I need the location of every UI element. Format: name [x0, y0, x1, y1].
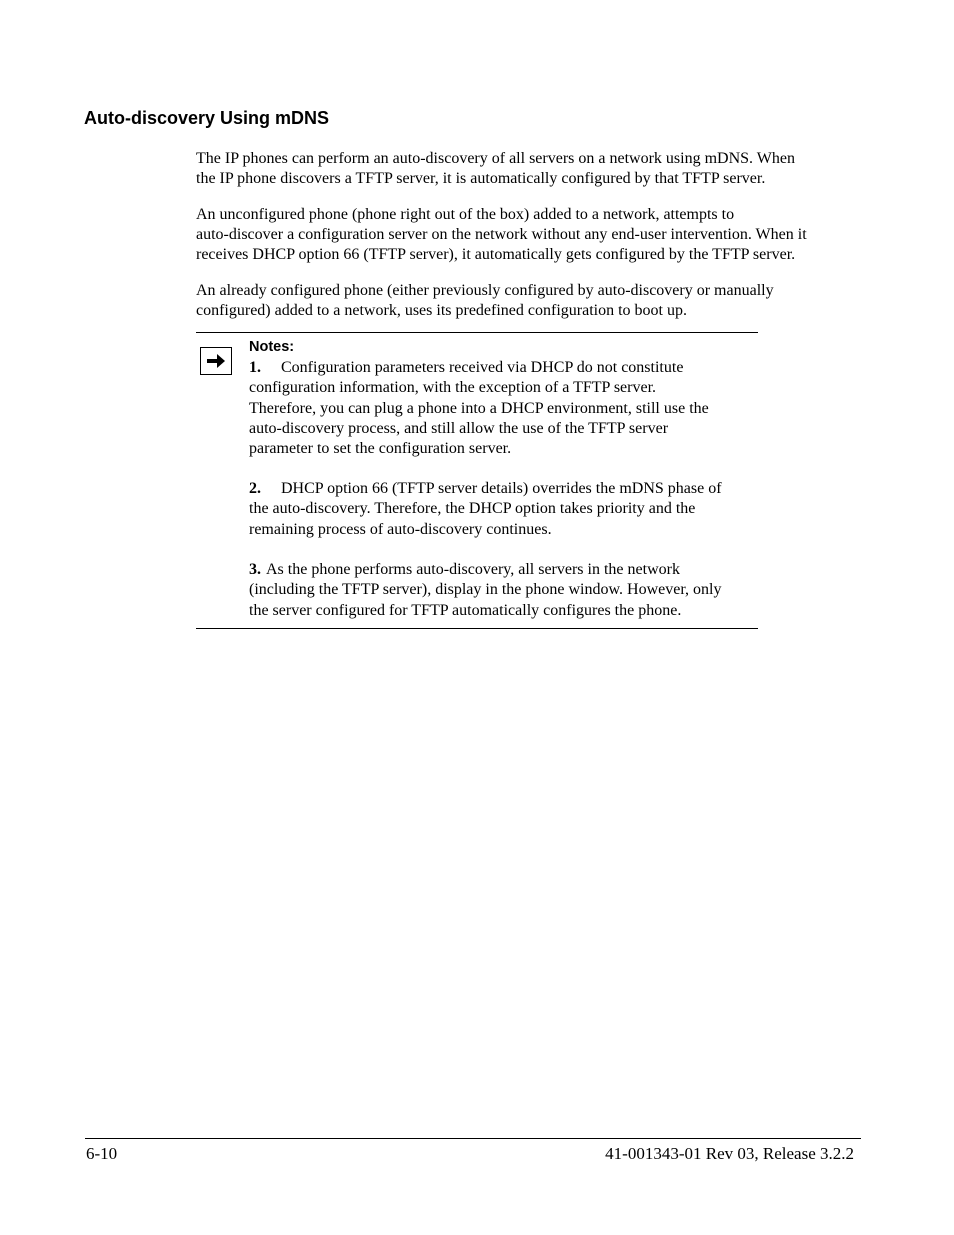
- paragraph-configured-phone: [196, 281, 858, 321]
- note-number: 3.: [249, 561, 261, 578]
- note-line: remaining process of auto-discovery continues.: [249, 520, 552, 538]
- note-line: the server configured for TFTP automatically configures the phone.: [249, 601, 682, 619]
- paragraph-line: auto-discover a configuration server on the network without any end-user intervention. When it: [196, 226, 807, 243]
- note-number: 2.: [249, 480, 261, 497]
- paragraph-line: The IP phones can perform an auto-discovery of all servers on a network using mDNS. When: [196, 150, 795, 167]
- note-line: Therefore, you can plug a phone into a DHCP environment, still use the: [249, 399, 709, 417]
- note-text: Configuration parameters received via DHCP do not constitute: [281, 359, 684, 376]
- note-text: DHCP option 66 (TFTP server details) overrides the mDNS phase of: [281, 480, 722, 497]
- notes-bottom-divider: [196, 628, 758, 629]
- note-line: (including the TFTP server), display in the phone window. However, only: [249, 581, 722, 599]
- paragraph-line: the IP phone discovers a TFTP server, it is automatically configured by that TFTP server.: [196, 170, 766, 187]
- note-line: configuration information, with the exception of a TFTP server.: [249, 379, 657, 397]
- note-line: the auto-discovery. Therefore, the DHCP option takes priority and the: [249, 500, 696, 518]
- note-item-2: [249, 479, 759, 540]
- note-item-1: [249, 358, 759, 459]
- note-line: [249, 560, 759, 580]
- footer-document-id: 41-001343-01 Rev 03, Release 3.2.2: [605, 1144, 854, 1163]
- paragraph-line: receives DHCP option 66 (TFTP server), it automatically gets configured by the TFTP server.: [196, 246, 796, 263]
- note-line: auto-discovery process, and still allow the use of the TFTP server: [249, 419, 669, 437]
- paragraph-mdns-intro: [196, 149, 858, 189]
- paragraph-line: An already configured phone (either previously configured by auto-discovery or manually: [196, 282, 774, 299]
- footer-page-number: 6-10: [86, 1144, 118, 1163]
- note-line: [249, 479, 759, 499]
- note-line: [249, 358, 759, 378]
- right-arrow-icon: [200, 347, 232, 375]
- section-heading: Auto-discovery Using mDNS: [84, 108, 330, 128]
- note-number: 1.: [249, 359, 261, 376]
- note-text: As the phone performs auto-discovery, all servers in the network: [266, 561, 680, 578]
- paragraph-line: configured) added to a network, uses its predefined configuration to boot up.: [196, 302, 687, 319]
- note-line: parameter to set the configuration server.: [249, 440, 512, 458]
- paragraph-unconfigured-phone: [196, 205, 858, 265]
- paragraph-line: An unconfigured phone (phone right out of the box) added to a network, attempts to: [196, 206, 735, 223]
- notes-title: Notes:: [249, 339, 295, 355]
- notes-top-divider: [196, 332, 758, 333]
- footer-divider: [85, 1138, 861, 1139]
- note-item-3: [249, 560, 759, 621]
